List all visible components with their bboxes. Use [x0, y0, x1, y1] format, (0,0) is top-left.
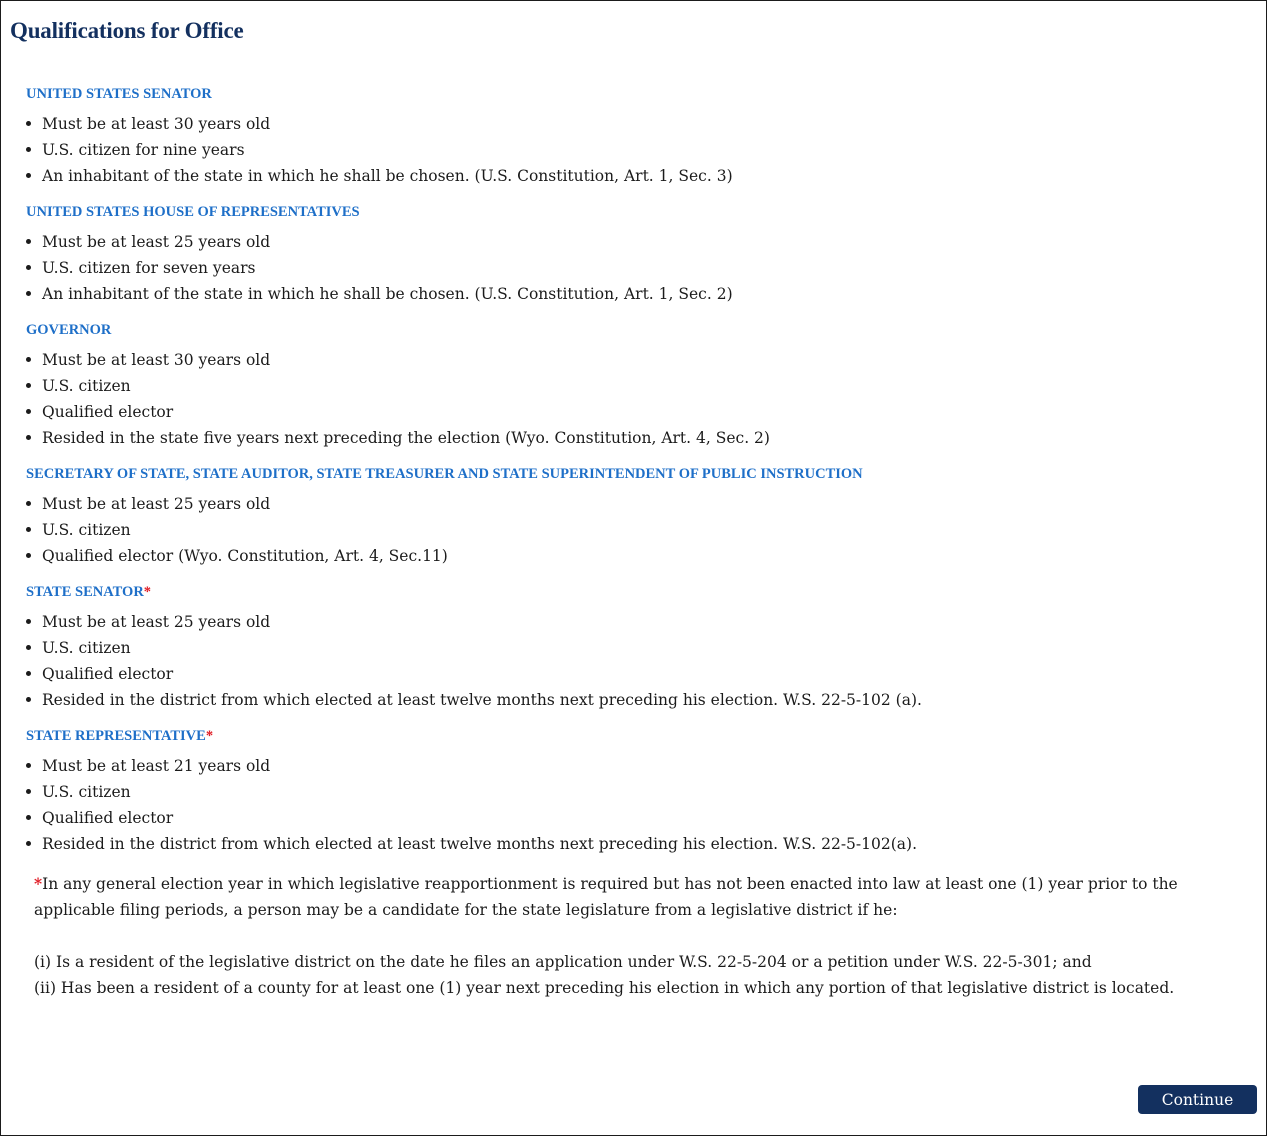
list-item-text: An inhabitant of the state in which he shall be chosen. (U.S. Constitution, Art. 1, Sec. 2) [42, 285, 733, 303]
section-state-senator [26, 583, 1256, 713]
section-heading-text: UNITED STATES SENATOR [26, 86, 212, 102]
list-item-text: An inhabitant of the state in which he shall be chosen. (U.S. Constitution, Art. 1, Sec. 3) [42, 167, 733, 185]
reapportionment-footnote [34, 871, 1249, 1001]
bullet-icon [26, 501, 31, 506]
section-heading [26, 85, 1256, 103]
bullet-icon [26, 265, 31, 270]
section-heading [26, 321, 1256, 339]
bullet-icon [26, 291, 31, 296]
list-item [26, 779, 1256, 805]
requirement-list [26, 229, 1256, 307]
bullet-icon [26, 147, 31, 152]
requirement-list [26, 753, 1256, 857]
list-item [26, 399, 1256, 425]
required-asterisk: * [205, 728, 214, 744]
section-governor [26, 321, 1256, 451]
list-item [26, 831, 1256, 857]
list-item [26, 661, 1256, 687]
bullet-icon [26, 763, 31, 768]
section-us-senator [26, 85, 1256, 189]
list-item-text: U.S. citizen [42, 639, 131, 657]
list-item-text: Must be at least 25 years old [42, 233, 271, 251]
list-item [26, 137, 1256, 163]
list-item-text: U.S. citizen for seven years [42, 259, 256, 277]
section-heading [26, 465, 1256, 483]
bullet-icon [26, 645, 31, 650]
list-item [26, 347, 1256, 373]
page-title: Qualifications for Office [10, 18, 244, 43]
requirement-list [26, 347, 1256, 451]
footnote-intro [34, 871, 1249, 923]
list-item [26, 111, 1256, 137]
list-item-text: Resided in the state five years next preceding the election (Wyo. Constitution, Art. 4, Sec. 2) [42, 429, 770, 447]
list-item-text: Resided in the district from which elected at least twelve months next preceding his election. W.S. 22-5-102(a). [42, 835, 918, 853]
requirement-list [26, 609, 1256, 713]
section-heading [26, 583, 1256, 601]
list-item [26, 229, 1256, 255]
bullet-icon [26, 671, 31, 676]
list-item [26, 425, 1256, 451]
bullet-icon [26, 383, 31, 388]
bullet-icon [26, 619, 31, 624]
bullet-icon [26, 435, 31, 440]
section-heading [26, 727, 1256, 745]
list-item [26, 635, 1256, 661]
list-item [26, 753, 1256, 779]
qualifications-content [26, 85, 1256, 1001]
section-state-representative [26, 727, 1256, 857]
list-item-text: U.S. citizen [42, 783, 131, 801]
list-item-text: Resided in the district from which elected at least twelve months next preceding his election. W.S. 22-5-102 (a). [42, 691, 922, 709]
requirement-list [26, 111, 1256, 189]
footnote-clause-ii: (ii) Has been a resident of a county for at least one (1) year next preceding his election in which any portion of that legislative district is located. [34, 979, 1175, 997]
list-item [26, 255, 1256, 281]
list-item-text: Must be at least 21 years old [42, 757, 271, 775]
list-item-text: U.S. citizen for nine years [42, 141, 245, 159]
list-item-text: Qualified elector [42, 665, 174, 683]
required-asterisk: * [143, 584, 152, 600]
list-item [26, 687, 1256, 713]
section-heading-text: UNITED STATES HOUSE OF REPRESENTATIVES [26, 204, 360, 220]
bullet-icon [26, 553, 31, 558]
bullet-icon [26, 697, 31, 702]
list-item-text: U.S. citizen [42, 521, 131, 539]
bullet-icon [26, 409, 31, 414]
footnote-intro-text: In any general election year in which legislative reapportionment is required but has not been enacted into law at least one (1) year prior to the applicable filing periods, a person may be a candidate for the state legislature from a legislative district if he: [34, 875, 1178, 919]
section-heading-text: STATE REPRESENTATIVE [26, 728, 206, 744]
footnote-spacer [34, 923, 1249, 949]
footnote-clause-i: (i) Is a resident of the legislative district on the date he files an application under W.S. 22-5-204 or a petition under W.S. 22-5-301; and [34, 953, 1092, 971]
list-item [26, 163, 1256, 189]
footnote-asterisk: * [34, 874, 43, 893]
list-item [26, 517, 1256, 543]
list-item [26, 543, 1256, 569]
list-item-text: Must be at least 30 years old [42, 115, 271, 133]
bullet-icon [26, 173, 31, 178]
section-heading [26, 203, 1256, 221]
continue-button[interactable]: Continue [1138, 1085, 1257, 1114]
list-item-text: Qualified elector [42, 403, 174, 421]
list-item [26, 373, 1256, 399]
list-item-text: Must be at least 30 years old [42, 351, 271, 369]
bullet-icon [26, 789, 31, 794]
section-state-officers [26, 465, 1256, 569]
list-item-text: U.S. citizen [42, 377, 131, 395]
list-item [26, 805, 1256, 831]
bullet-icon [26, 815, 31, 820]
bullet-icon [26, 121, 31, 126]
section-heading-text: GOVERNOR [26, 322, 112, 338]
bullet-icon [26, 357, 31, 362]
list-item [26, 491, 1256, 517]
list-item-text: Qualified elector [42, 809, 174, 827]
section-us-house [26, 203, 1256, 307]
requirement-list [26, 491, 1256, 569]
list-item-text: Must be at least 25 years old [42, 495, 271, 513]
list-item-text: Qualified elector (Wyo. Constitution, Art. 4, Sec.11) [42, 547, 448, 565]
section-heading-text: STATE SENATOR [26, 584, 144, 600]
section-heading-text: SECRETARY OF STATE, STATE AUDITOR, STATE TREASURER AND STATE SUPERINTENDENT OF PUBLIC INSTRUCTION [26, 466, 863, 482]
list-item-text: Must be at least 25 years old [42, 613, 271, 631]
bullet-icon [26, 527, 31, 532]
bullet-icon [26, 239, 31, 244]
list-item [26, 281, 1256, 307]
list-item [26, 609, 1256, 635]
bullet-icon [26, 841, 31, 846]
